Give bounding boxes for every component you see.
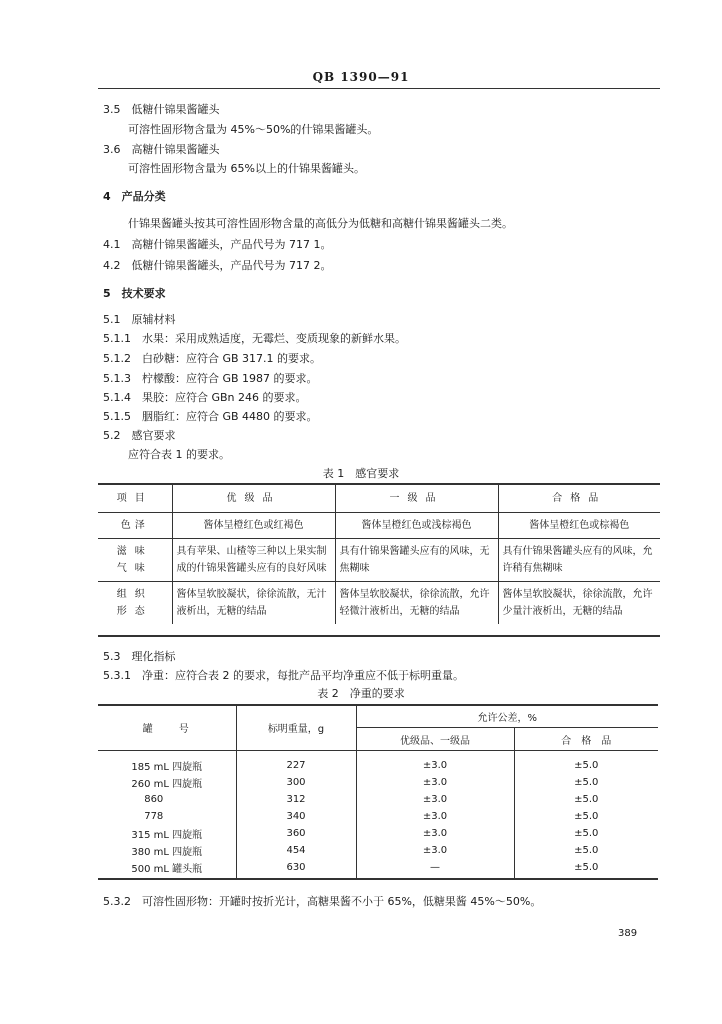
row-weight: 227 [236, 751, 356, 775]
table-row [98, 808, 658, 825]
section-3-5-title: 3.5 低糖什锦果酱罐头 [103, 103, 220, 116]
table-row [98, 859, 658, 880]
row-can: 315 mL 四旋瓶 [131, 830, 203, 841]
row-cell: 酱体呈软胶凝状，徐徐流散，无汁液析出，无糖的结晶 [172, 582, 335, 625]
row-can: 500 mL 罐头瓶 [131, 864, 203, 875]
table-row [98, 539, 660, 582]
table-row [98, 825, 658, 842]
row-tol-2: ±5.0 [514, 842, 658, 859]
table-row [98, 751, 658, 775]
row-weight: 454 [236, 842, 356, 859]
row-tol-2: ±5.0 [514, 791, 658, 808]
row-tol-2: ±5.0 [514, 774, 658, 791]
col-header-premium-first: 优级品、一级品 [356, 728, 514, 751]
row-item: 色泽 [120, 520, 149, 531]
row-tol-1: ±3.0 [356, 842, 514, 859]
row-can: 260 mL 四旋瓶 [131, 779, 203, 790]
section-3-6-title: 3.6 高糖什锦果酱罐头 [103, 143, 220, 156]
table-row [98, 513, 660, 539]
row-cell: 酱体呈橙红色或棕褐色 [498, 513, 660, 539]
table-header-row [98, 705, 658, 728]
col-header-qualified: 合格品 [498, 484, 660, 513]
table-2-caption: 表 2 净重的要求 [317, 687, 405, 700]
table-header-row [98, 484, 660, 513]
row-can: 185 mL 四旋瓶 [131, 762, 203, 773]
section-4-2: 4.2 低糖什锦果酱罐头，产品代号为 717 2。 [103, 259, 332, 272]
section-5-1-3: 5.1.3 柠檬酸：应符合 GB 1987 的要求。 [103, 372, 318, 385]
row-tol-1: ±3.0 [356, 774, 514, 791]
section-4-1: 4.1 高糖什锦果酱罐头，产品代号为 717 1。 [103, 238, 332, 251]
row-cell: 酱体呈橙红色或红褐色 [172, 513, 335, 539]
col-header-first: 一级品 [335, 484, 498, 513]
row-weight: 300 [236, 774, 356, 791]
table-row [98, 774, 658, 791]
col-header-tolerance: 允许公差，% [356, 705, 658, 728]
header-rule [98, 88, 660, 89]
section-5-1-5: 5.1.5 胭脂红：应符合 GB 4480 的要求。 [103, 410, 318, 423]
section-5-2-body: 应符合表 1 的要求。 [128, 448, 230, 461]
table-row [98, 582, 660, 625]
row-cell: 酱体呈橙红色或浅棕褐色 [335, 513, 498, 539]
row-cell: 具有什锦果酱罐头应有的风味，无焦糊味 [335, 539, 498, 582]
section-5-2: 5.2 感官要求 [103, 429, 176, 442]
row-cell: 酱体呈软胶凝状，徐徐流散，允许少量汁液析出，无糖的结晶 [498, 582, 660, 625]
row-cell: 酱体呈软胶凝状，徐徐流散，允许轻微汁液析出，无糖的结晶 [335, 582, 498, 625]
row-weight: 360 [236, 825, 356, 842]
col-header-weight: 标明重量，g [236, 705, 356, 751]
row-can: 380 mL 四旋瓶 [131, 847, 203, 858]
row-cell: 具有苹果、山楂等三种以上果实制成的什锦果酱罐头应有的良好风味 [172, 539, 335, 582]
section-5-1-4: 5.1.4 果胶：应符合 GBn 246 的要求。 [103, 391, 307, 404]
row-tol-2: ±5.0 [514, 751, 658, 775]
row-tol-2: ±5.0 [514, 808, 658, 825]
section-5-3: 5.3 理化指标 [103, 650, 176, 663]
col-header-qualified: 合 格 品 [514, 728, 658, 751]
row-item: 滋味 气味 [116, 546, 153, 574]
row-tol-1: ±3.0 [356, 751, 514, 775]
row-can: 860 [144, 794, 164, 805]
section-5-3-2: 5.3.2 可溶性固形物：开罐时按折光计，高糖果酱不小于 65%，低糖果酱 45%～50%。 [103, 895, 542, 908]
row-weight: 340 [236, 808, 356, 825]
table-row [98, 791, 658, 808]
section-5-title: 5 技术要求 [103, 287, 166, 300]
row-tol-1: ±3.0 [356, 791, 514, 808]
section-4-body: 什锦果酱罐头按其可溶性固形物含量的高低分为低糖和高糖什锦果酱罐头二类。 [128, 217, 513, 230]
row-weight: 312 [236, 791, 356, 808]
col-header-item: 项目 [116, 492, 153, 504]
section-5-1-2: 5.1.2 白砂糖：应符合 GB 317.1 的要求。 [103, 352, 322, 365]
row-item: 组织 形态 [116, 589, 153, 617]
col-header-can: 罐 号 [98, 705, 236, 751]
row-tol-1: ±3.0 [356, 825, 514, 842]
table-row [98, 842, 658, 859]
table-2-bottom-rule [98, 878, 658, 880]
row-can: 778 [144, 811, 164, 822]
col-header-premium: 优级品 [172, 484, 335, 513]
row-cell: 具有什锦果酱罐头应有的风味，允许稍有焦糊味 [498, 539, 660, 582]
row-tol-2: ±5.0 [514, 859, 658, 880]
section-5-1-1: 5.1.1 水果：采用成熟适度，无霉烂、变质现象的新鲜水果。 [103, 332, 406, 345]
row-tol-2: ±5.0 [514, 825, 658, 842]
section-3-5-body: 可溶性固形物含量为 45%～50%的什锦果酱罐头。 [128, 123, 379, 136]
section-5-1: 5.1 原辅材料 [103, 313, 176, 326]
net-weight-table [98, 705, 658, 880]
table-1-bottom-rule [98, 635, 660, 637]
section-4-title: 4 产品分类 [103, 190, 166, 203]
sensory-table [98, 484, 660, 624]
row-weight: 630 [236, 859, 356, 880]
section-5-3-1: 5.3.1 净重：应符合表 2 的要求，每批产品平均净重应不低于标明重量。 [103, 669, 464, 682]
row-tol-1: ±3.0 [356, 808, 514, 825]
standard-code: QB 1390—91 [312, 70, 410, 84]
row-tol-1: — [356, 859, 514, 880]
section-3-6-body: 可溶性固形物含量为 65%以上的什锦果酱罐头。 [128, 162, 365, 175]
page-number: 389 [618, 928, 638, 939]
table-1-caption: 表 1 感官要求 [322, 467, 400, 480]
